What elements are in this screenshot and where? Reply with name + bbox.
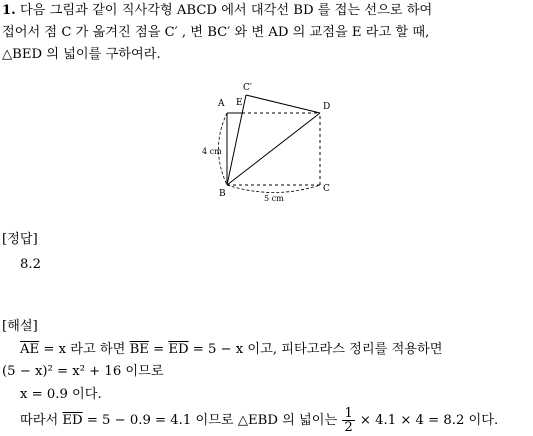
answer-value: 8.2 [20,257,41,272]
segment-ED-text-2: $\overline{ED}$ [62,413,83,428]
solution-line-1-eq: = [148,342,169,357]
segment-BE-text: $\overline{BE}$ [129,342,149,357]
problem-line-1 [2,2,432,20]
problem-number: 1. [2,3,16,18]
solution-line-1 [20,341,443,359]
label-side-BC: 5 cm [264,194,284,203]
problem-line-3: △BED 의 넓이를 구하여라. [2,47,161,62]
label-B: B [219,189,226,199]
problem-text-1: 다음 그림과 같이 직사각형 ABCD 에서 대각선 BD 를 접는 선으로 하여 [19,3,433,18]
solution-line-3: x = 0.9 이다. [20,387,102,402]
label-E: E [236,98,243,108]
solution-line-4 [20,407,498,434]
diagonal-BD [227,113,320,185]
segment-ED-text: $\overline{ED}$ [168,342,189,357]
answer-header: [정답] [2,232,38,247]
label-D: D [323,102,331,112]
rectangle-fold-figure [190,76,340,206]
solution-line-4-part-b: = 5 − 0.9 = 4.1 이므로 △EBD 의 넓이는 [82,413,342,428]
solution-line-1-part-a: = x 라고 하면 [39,342,130,357]
segment-AE-text: $\overline{AE}$ [20,342,40,357]
problem-line-2: 접어서 점 C 가 옮겨진 점을 C′ , 변 BC′ 와 변 AD 의 교점을 E 라고 할 때, [2,25,430,40]
label-C: C [323,184,330,194]
fraction-denominator: 2 [344,420,353,435]
dimension-arc-BC [227,185,320,193]
fraction-numerator: 1 [344,406,353,421]
side-BCprime [227,95,246,185]
side-CprimeD [246,95,320,113]
solution-line-4-part-a: 따라서 [20,413,63,428]
fraction-one-half [342,407,354,434]
solution-line-4-part-c: × 4.1 × 4 = 8.2 이다. [355,413,499,428]
label-A: A [218,99,225,109]
label-C-prime: C′ [243,83,252,93]
solution-line-2: (5 − x)² = x² + 16 이므로 [2,364,164,379]
solution-line-1-part-b: = 5 − x 이고, 피타고라스 정리를 적용하면 [188,342,443,357]
solution-header: [해설] [2,319,38,334]
label-side-AB: 4 cm [202,147,222,156]
